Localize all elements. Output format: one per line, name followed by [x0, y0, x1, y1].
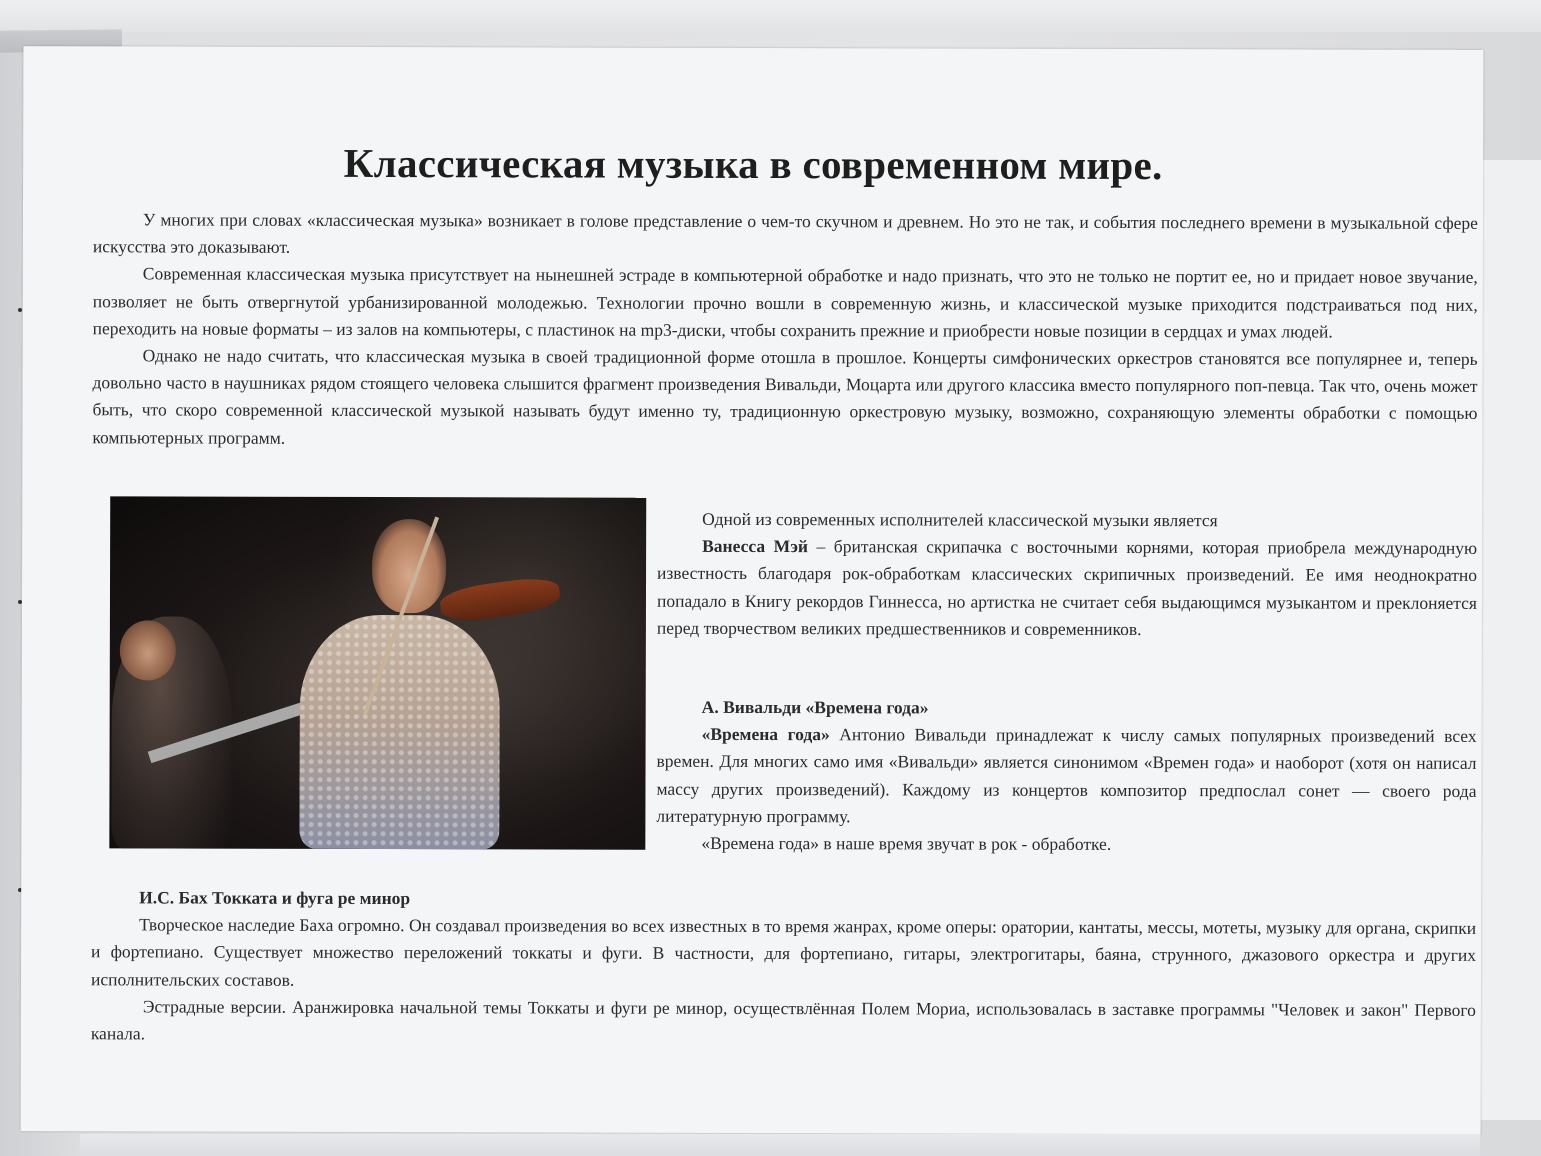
- vivaldi-heading: А. Вивальди «Времена года»: [701, 696, 929, 718]
- vanessa-lead: Одной из современных исполнителей классической музыки является: [702, 508, 1218, 531]
- intro-paragraph: Современная классическая музыка присутствует на нынешней эстраде в компьютерной обработке и надо признать, что это не только не портит ее, но и придает новое звучание, позволяет не быть отвергнутой урбанизированной молодежью. Технологии прочно вошли в современную жизнь, и классической музыке приходится подстраиваться под них, переходить на новые форматы – из залов на компьютеры, с пластинок на mp3-диски, чтобы сохранить прежние и приобрести новые позиции в сердцах и умах людей.: [92, 263, 1478, 342]
- vivaldi-paragraph: [656, 721, 1476, 832]
- bach-paragraph: Эстрадные версии. Аранжировка начальной темы Токкаты и фуги ре минор, осуществлённая Полем Мориа, использовалась в заставке программы "Человек и закон" Первого канала.: [90, 996, 1476, 1044]
- bottom-paper-strip: [80, 1134, 1480, 1156]
- printed-sheet: [21, 46, 1484, 1135]
- vivaldi-section: [656, 694, 1476, 859]
- intro-paragraph: У многих при словах «классическая музыка» возникает в голове представление о чем-то скучном и древнем. Но это не так, и события последнего времени в музыкальной сфере искусства это доказывают.: [92, 209, 1478, 257]
- vivaldi-closing: «Времена года» в наше время звучат в рок - обработке.: [701, 832, 1112, 854]
- vanessa-name: Ванесса Мэй: [702, 536, 809, 557]
- bach-paragraph: Творческое наследие Баха огромно. Он создавал произведения во всех известных в то время жанрах, кроме оперы: оратории, кантаты, мессы, мотеты, музыку для органа, скрипки и фортепиано. Существует множество переложений токкаты и фуги. В частности, для фортепиано, гитары, электрогитары, баяна, струнного, джазового оркестра и других исполнительских составов.: [90, 914, 1477, 990]
- intro-paragraph: Однако не надо считать, что классическая музыка в своей традиционной форме отошла в прошлое. Концерты симфонических оркестров становятся все популярнее и, теперь довольно часто в наушниках рядом стоящего человека слышится фрагмент произведения Вивальди, Моцарта или другого классика вместо популярного поп-певца. Так что, очень может быть, что скоро современной классической музыкой называть будут именно ту, традиционную оркестровую музыку, возможно, сохраняющую элементы обработки с помощью компьютерных программ.: [92, 345, 1478, 448]
- page-title: Классическая музыка в современном мире.: [343, 139, 1163, 189]
- bach-section: [91, 884, 1476, 1051]
- vanessa-paragraph: [657, 533, 1477, 644]
- bach-heading: И.С. Бах Токката и фуга ре минор: [139, 887, 411, 909]
- violinist-dress: [299, 615, 500, 850]
- vanessa-text: – британская скрипачка с восточными корнями, которая приобрела международную известность благодаря рок-обработкам классических скрипичных произведений. Ее имя неоднократно попадало в Книгу рекордов Гиннесса, но артистка не считает себя выдающимся музыкантом и преклоняется перед творчеством великих предшественников и современников.: [656, 536, 1478, 639]
- intro-section: [92, 206, 1478, 454]
- pin-dot: [18, 308, 22, 312]
- guitarist-head: [120, 620, 176, 680]
- top-paper-strip: [0, 0, 1541, 32]
- vanessa-section: [657, 506, 1477, 644]
- vanessa-mae-photo: [109, 496, 646, 849]
- vivaldi-bold-lead: «Времена года»: [701, 724, 830, 745]
- vivaldi-text: Антонио Вивальди принадлежат к числу самых популярных произведений всех времен. Для многих само имя «Вивальди» является синонимом «Времен года» и наоборот (хотя он написал массу других произведений). Каждому из концертов композитор предпослал сонет — своего рода литературную программу.: [656, 724, 1477, 827]
